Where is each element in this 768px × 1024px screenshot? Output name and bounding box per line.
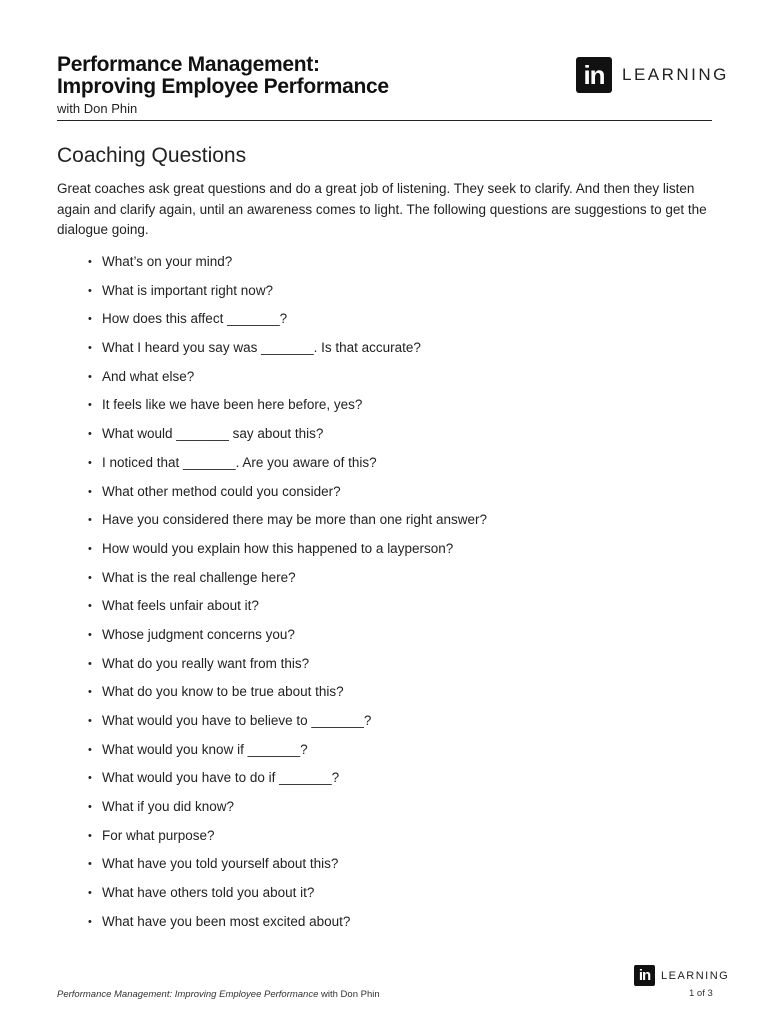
question-text: What is the real challenge here? <box>102 569 296 585</box>
bullet-icon: • <box>88 657 92 670</box>
question-text: I noticed that _______. Are you aware of this? <box>102 454 377 470</box>
question-text: Whose judgment concerns you? <box>102 626 295 642</box>
question-text: What would you have to do if _______? <box>102 770 340 786</box>
list-item <box>88 854 487 883</box>
question-text: What feels unfair about it? <box>102 598 259 614</box>
bullet-icon: • <box>88 542 92 555</box>
list-item <box>88 252 487 281</box>
question-text: What would you have to believe to _______? <box>102 713 372 728</box>
header-divider <box>57 120 712 121</box>
list-item <box>88 539 487 568</box>
logo-text: LEARNING <box>622 65 729 84</box>
questions-list <box>88 252 487 941</box>
linkedin-icon: in <box>576 57 612 93</box>
bullet-icon: • <box>88 399 92 412</box>
bullet-icon: • <box>88 600 92 613</box>
question-text: Have you considered there may be more than one right answer? <box>102 512 487 528</box>
title-line-2: Improving Employee Performance <box>57 75 389 98</box>
bullet-icon: • <box>88 858 92 871</box>
bullet-icon: • <box>88 571 92 584</box>
list-item <box>88 482 487 511</box>
list-item <box>88 797 487 826</box>
question-text: It feels like we have been here before, yes? <box>102 397 363 413</box>
question-text: What if you did know? <box>102 799 235 815</box>
bullet-icon: • <box>88 743 92 756</box>
bullet-icon: • <box>88 801 92 814</box>
question-text: How does this affect _______? <box>102 311 288 327</box>
question-text: What is important right now? <box>102 282 274 298</box>
bullet-icon: • <box>88 313 92 326</box>
question-text: What have you told yourself about this? <box>102 856 339 872</box>
bullet-icon: • <box>88 256 92 268</box>
question-text: What would you know if _______? <box>102 741 308 757</box>
list-item <box>88 912 487 941</box>
list-item <box>88 682 487 711</box>
question-text: What other method could you consider? <box>102 483 341 499</box>
list-item <box>88 883 487 912</box>
bullet-icon: • <box>88 370 92 383</box>
question-text: And what else? <box>102 368 195 384</box>
intro-paragraph: Great coaches ask great questions and do a great job of listening. They seek to clarify. And then they listen again and clarify again, until an awareness comes to light. The following questions are suggestions to get the dialogue going. <box>57 181 707 237</box>
list-item <box>88 568 487 597</box>
bullet-icon: • <box>88 715 92 727</box>
linkedin-icon: in <box>634 965 655 986</box>
list-item <box>88 768 487 797</box>
bullet-icon: • <box>88 485 92 498</box>
question-text: What would _______ say about this? <box>102 426 324 442</box>
bullet-icon: • <box>88 514 92 527</box>
title-line-1: Performance Management: <box>57 53 320 76</box>
bullet-icon: • <box>88 628 92 641</box>
list-item <box>88 711 487 740</box>
bullet-icon: • <box>88 686 92 699</box>
list-item <box>88 424 487 453</box>
question-text: What’s on your mind? <box>102 254 233 269</box>
question-text: What I heard you say was _______. Is that accurate? <box>102 340 421 356</box>
question-text: What have you been most excited about? <box>102 913 351 929</box>
bullet-icon: • <box>88 284 92 297</box>
list-item <box>88 826 487 855</box>
byline: with Don Phin <box>57 101 138 116</box>
bullet-icon: • <box>88 428 92 441</box>
list-item <box>88 309 487 338</box>
list-item <box>88 281 487 310</box>
list-item <box>88 510 487 539</box>
footer-author: with Don Phin <box>318 989 380 1000</box>
list-item <box>88 596 487 625</box>
footer-logo <box>634 965 729 986</box>
bullet-icon: • <box>88 772 92 785</box>
section-heading: Coaching Questions <box>57 144 247 167</box>
bullet-icon: • <box>88 915 92 928</box>
list-item <box>88 453 487 482</box>
footer-course-title: Performance Management: Improving Employee Performance <box>57 989 319 1000</box>
list-item <box>88 395 487 424</box>
list-item <box>88 625 487 654</box>
bullet-icon: • <box>88 342 92 355</box>
question-text: What have others told you about it? <box>102 885 315 901</box>
question-text: For what purpose? <box>102 827 215 843</box>
question-text: What do you know to be true about this? <box>102 684 344 700</box>
footer-logo-text: LEARNING <box>661 969 730 982</box>
page-number: 1 of 3 <box>689 988 713 999</box>
list-item <box>88 338 487 367</box>
question-text: How would you explain how this happened to a layperson? <box>102 540 454 556</box>
linkedin-learning-logo <box>576 57 729 93</box>
footer-course <box>57 989 380 1000</box>
list-item <box>88 367 487 396</box>
list-item <box>88 740 487 769</box>
bullet-icon: • <box>88 456 92 469</box>
question-text: What do you really want from this? <box>102 655 310 671</box>
bullet-icon: • <box>88 887 92 900</box>
list-item <box>88 654 487 683</box>
bullet-icon: • <box>88 829 92 842</box>
